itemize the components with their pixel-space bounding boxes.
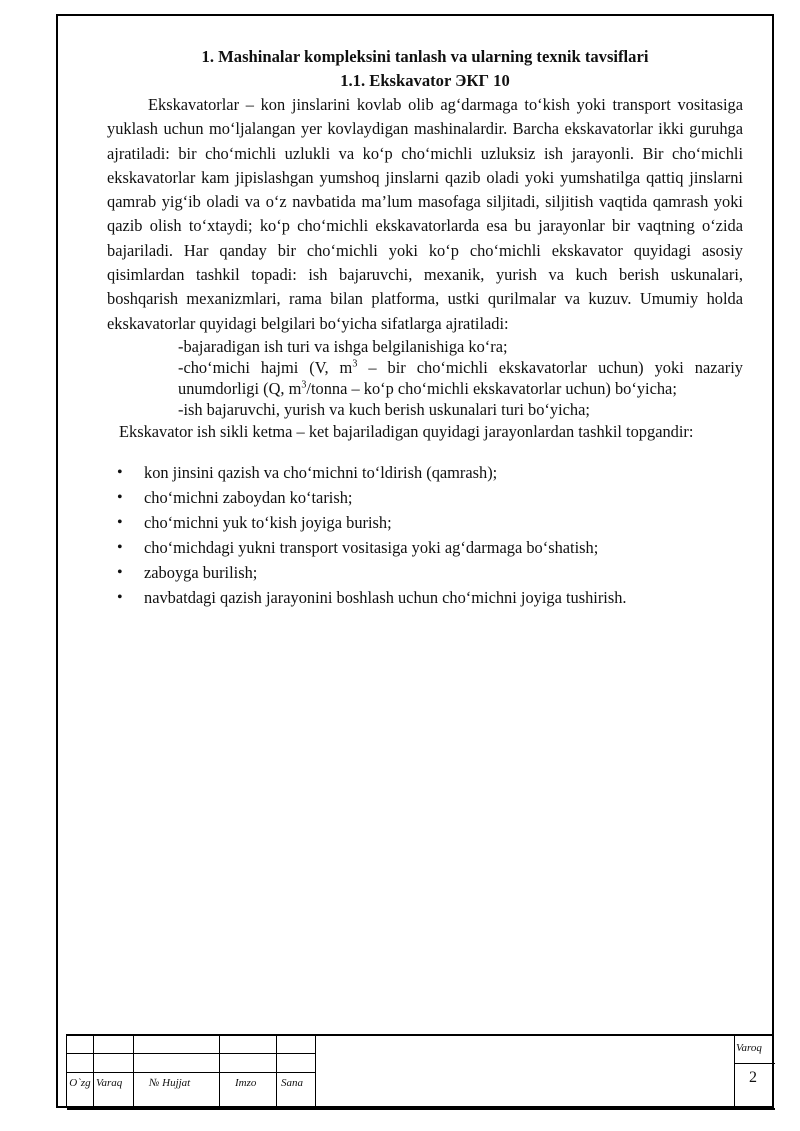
stamp-label-doc-number: № Hujjat [149,1077,191,1089]
criterion-bucket-volume [178,357,743,399]
stamp-label-signature: Imzo [235,1077,257,1089]
work-cycle-intro: Ekskavator ish sikli ketma – ket bajariladigan quyidagi jarayonlardan tashkil topgandir: [119,421,694,441]
intro-paragraph: Ekskavatorlar – kon jinslarini kovlab olib ag‘darmaga to‘kish yoki transport vositasiga yuklash uchun mo‘ljalangan yer kovlaydigan mashinalardir. Barcha ekskavatorlar ikki guruhga ajratiladi: bir cho‘michli uzlukli va ko‘p cho‘michli uzluksiz ish jarayonli. Bir cho‘michli ekskavatorlar kam jipislashgan yumshoq jinslarni qazib oladi yoki yumshatilga qattiq jinslarni qamrab yig‘ib oladi va o‘z navbatida ma’lum masofaga siljitadi, siljitish vaqtida qamrash yoki qazib olish to‘xtaydi; ko‘p cho‘michli ekskavatorlarda esa bu jarayonlar bir vaqtning o‘zida bajariladi. Har qanday bir cho‘michli yoki ko‘p cho‘michli ekskavator quyidagi asosiy qisimlardan tashkil topadi: ish bajaruvchi, mexanik, yurish va kuch berish uskunalari, boshqarish mexanizmlari, rama bilan platforma, ustki qurilmalar va kuzuv. Umumiy holda ekskavatorlar quyidagi belgilari bo‘yicha sifatlarga ajratiladi: [107,95,743,333]
list-item-text: cho‘michdagi yukni transport vositasiga yoki ag‘darmaga bo‘shatish; [144,538,599,558]
list-item [86,535,743,560]
stamp-col-line [315,1036,316,1108]
stamp-col-line [93,1036,94,1108]
section-heading: 1. Mashinalar kompleksini tanlash va ularning texnik tavsiflari [201,47,649,66]
document-body [107,45,743,610]
title-block [66,1034,774,1108]
stamp-bottom-line [67,1108,775,1110]
superscript-3: 3 [352,358,358,370]
sheet-label: Varoq [736,1042,762,1054]
stamp-col-line [734,1036,735,1108]
list-item-text: navbatdagi qazish jarayonini boshlash uchun cho‘michni joyiga tushirish. [144,588,627,608]
sheet-number: 2 [749,1069,757,1086]
bullet-icon: • [117,463,123,481]
list-item-text: kon jinsini qazish va cho‘michni to‘ldirish (qamrash); [144,462,498,482]
bullet-icon: • [117,488,123,506]
stamp-col-line [219,1036,220,1108]
list-item-text: cho‘michni zaboydan ko‘tarish; [144,487,353,507]
bullet-icon: • [117,514,123,532]
criterion-work-type: -bajaradigan ish turi va ishga belgilanishiga ko‘ra; [178,336,508,356]
stamp-label-date: Sana [281,1077,303,1089]
list-item-text: zaboyga burilish; [144,563,258,583]
classification-criteria [178,336,743,420]
stamp-col-line [133,1036,134,1108]
stamp-row-line [67,1053,315,1054]
bullet-icon: • [117,564,123,582]
list-item [86,485,743,510]
stamp-row-line [734,1063,775,1064]
list-item [86,585,743,610]
work-cycle-list [86,460,743,611]
subsection-heading: 1.1. Ekskavator ЭКГ 10 [340,71,510,90]
criterion-bucket-text-a: -cho‘michi hajmi (V, m [178,357,353,377]
stamp-col-line [276,1036,277,1108]
list-item [86,510,743,535]
superscript-3-b: 3 [301,379,307,391]
criterion-bucket-text-c: /tonna – ko‘p cho‘michli ekskavatorlar uchun) bo‘yicha; [306,378,677,398]
stamp-label-change: O`zg [69,1077,91,1089]
criterion-bucket-text-b: – bir cho‘michli ekskavatorlar uchun) yoki nazariy unumdorligi (Q, m [178,357,743,398]
stamp-row-line [67,1072,315,1073]
list-item [86,560,743,585]
list-item-text: cho‘michni yuk to‘kish joyiga burish; [144,513,392,533]
list-item [86,460,743,485]
bullet-icon: • [117,589,123,607]
criterion-equipment-type: -ish bajaruvchi, yurish va kuch berish uskunalari turi bo‘yicha; [178,399,590,419]
stamp-label-sheet: Varaq [96,1077,123,1089]
bullet-icon: • [117,539,123,557]
